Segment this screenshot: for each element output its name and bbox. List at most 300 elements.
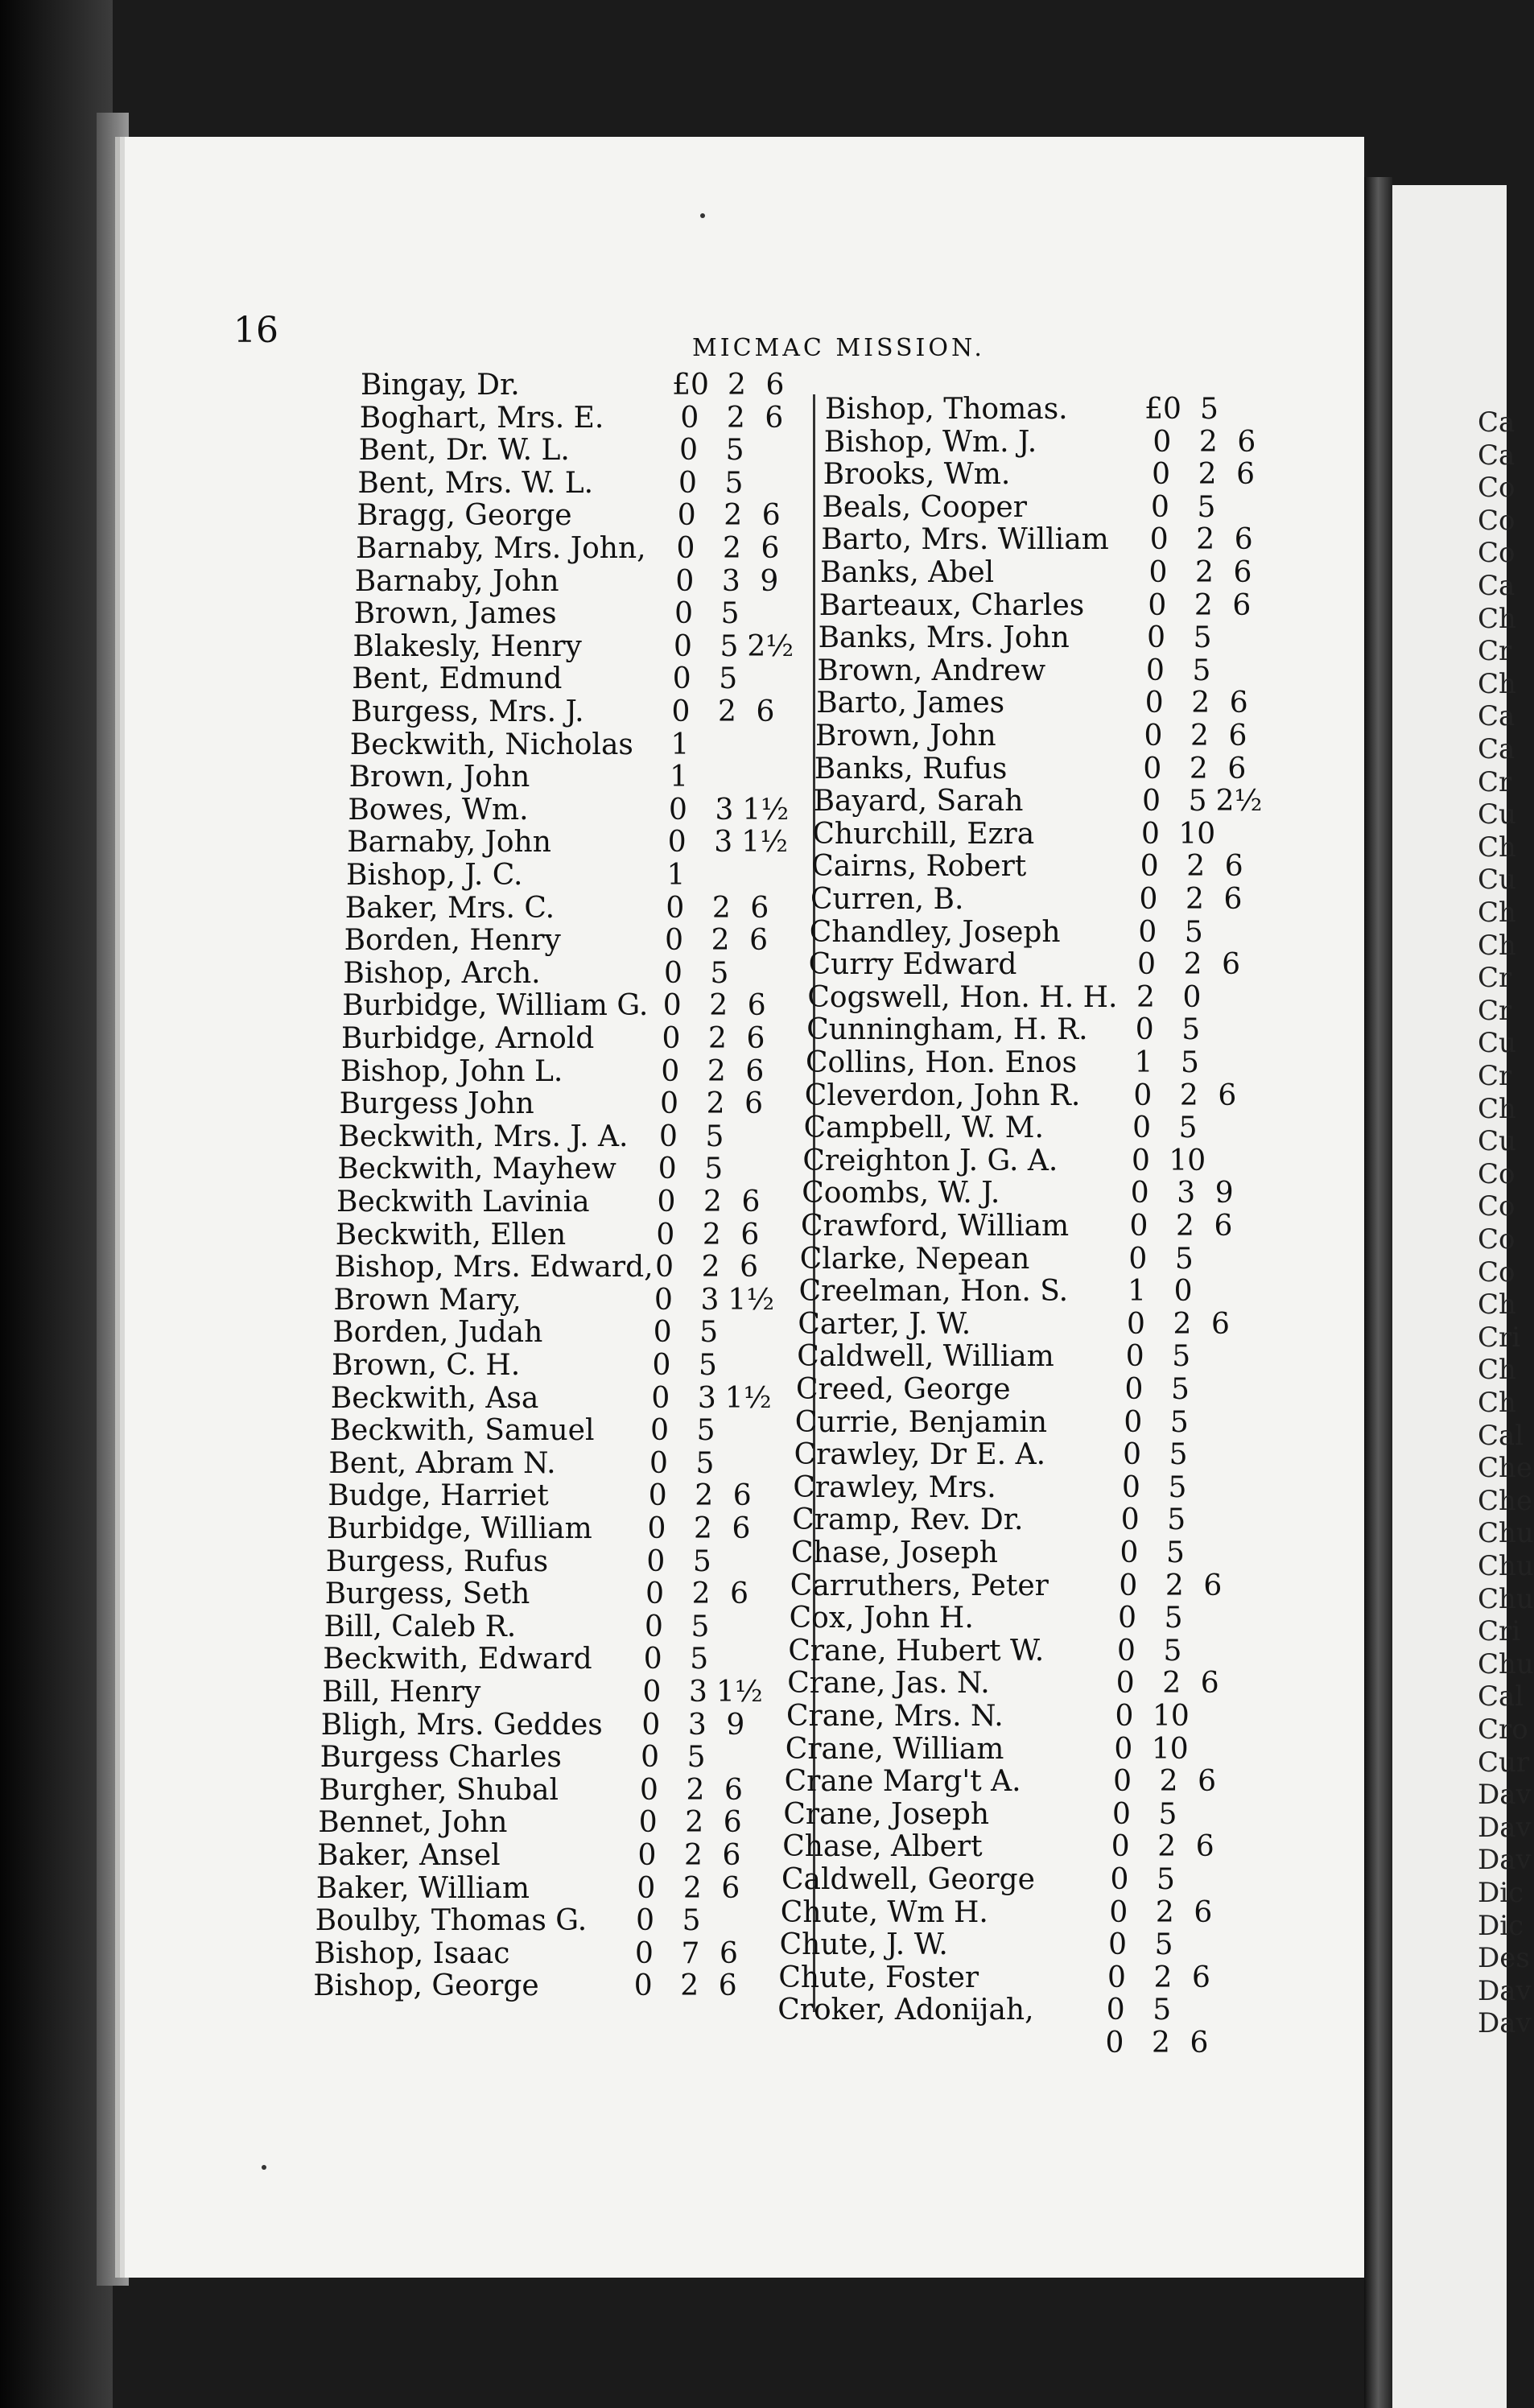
amount-pounds: 0 [1114,1732,1133,1766]
amount-pence: 6 [1190,2027,1209,2060]
amount-pounds: 0 [678,466,697,500]
amount-shillings: 5 [1164,1602,1183,1635]
amount-shillings: 2 [726,401,745,435]
subscriber-name: Cogswell, Hon. H. H. [807,980,1118,1014]
amount-pence: 6 [747,989,766,1023]
amount-shillings: 5 [682,1904,701,1938]
facing-page-fragment: Ca [1478,733,1515,765]
amount-pence: 6 [756,695,775,728]
amount-pounds: 0 [658,1119,678,1153]
subscriber-name: Chute, J. W. [779,1928,948,1962]
subscriber-name: Barnaby, John [354,564,559,598]
amount-shillings: 5 [692,1544,711,1578]
facing-page-fragment: Che [1478,1452,1533,1485]
amount-pounds: 0 [1153,425,1172,459]
facing-page-fragment: Ch [1478,1092,1516,1125]
subscriber-name: Barnaby, Mrs. John, [356,532,646,565]
amount-pounds: 0 [1144,687,1164,720]
amount-pence: 6 [1203,1569,1223,1602]
amount-pence: 2½ [747,629,794,663]
amount-pounds: 0 [679,434,699,468]
facing-page-fragment: Ca [1478,700,1515,733]
amount-pounds: 0 [1126,1307,1145,1341]
amount-shillings: 2 [1198,425,1218,459]
amount-shillings: 5 [724,466,744,500]
amount-shillings: 3 [1177,1177,1196,1210]
amount-shillings: 2 [711,924,730,958]
page-number: 16 [233,310,278,351]
subscriber-name: Baker, Ansel [317,1839,501,1872]
amount-pence: 6 [765,369,785,402]
amount-pounds: 0 [1111,1830,1130,1864]
facing-page-fragment: Ca [1478,439,1515,472]
subscriber-name: Bligh, Mrs. Geddes [320,1708,603,1742]
facing-page-fragment: Dic [1478,1909,1524,1942]
amount-pounds: 0 [1121,1470,1140,1504]
amount-shillings: 3 [715,793,734,827]
subscriber-name: Bent, Abram N. [328,1446,556,1480]
amount-shillings: 5 [720,597,740,631]
subscriber-name: Brown, John [348,761,530,794]
amount-pounds: 0 [652,1349,671,1382]
amount-shillings: 5 [1163,1634,1182,1668]
amount-pounds: 0 [665,924,684,958]
amount-pence: 6 [740,1251,759,1284]
amount-pounds: 0 [1147,621,1166,655]
amount-pence: 1½ [716,1676,763,1709]
amount-pounds: 0 [673,629,692,663]
amount-shillings: 2 [1191,687,1210,720]
amount-pence: 6 [1194,1895,1213,1929]
subscriber-name: Banks, Abel [820,556,995,589]
amount-pence: 6 [732,1512,751,1545]
subscriber-name: Burgess, Seth [324,1577,530,1611]
amount-shillings: 2 [728,369,746,402]
amount-pounds: 0 [674,597,694,631]
facing-page-fragment: Cri [1478,1321,1521,1354]
amount-shillings: 5 [1172,1340,1191,1374]
amount-pounds: 0 [1144,720,1163,752]
print-speck [262,2165,266,2170]
facing-page-fragment: Ch [1478,831,1516,864]
amount-pounds: 0 [1150,490,1169,524]
amount-pence: 6 [1200,1667,1219,1701]
subscriber-name: Chute, Foster [778,1961,979,1994]
subscriber-name: Brown Mary, [333,1283,522,1317]
facing-page-fragment: Cu [1478,1027,1516,1060]
subscriber-name: Crawley, Mrs. [793,1470,996,1504]
amount-pounds: 0 [642,1676,662,1709]
amount-pounds: 0 [1109,1895,1128,1929]
amount-pounds: 0 [654,1283,673,1317]
amount-shillings: 2 [1159,1765,1178,1799]
amount-pounds: 0 [1120,1503,1140,1537]
amount-shillings: 5 [687,1741,706,1775]
amount-shillings: 5 [1157,1863,1175,1896]
subscriber-name: Bent, Dr. W. L. [358,434,570,468]
amount-pence: 6 [1191,1961,1210,1994]
subscriber-name: Beckwith, Mrs. J. A. [338,1119,629,1153]
facing-page-fragment: Cro [1478,1713,1528,1746]
amount-shillings: 2 [723,532,741,565]
amount-pounds: 0 [636,1904,655,1938]
amount-pence: 6 [750,891,769,925]
subscriber-name: Croker, Adonijah, [777,1994,1034,2027]
amount-pounds: 0 [1105,2027,1124,2060]
subscriber-name: Bishop, Mrs. Edward, [334,1251,654,1284]
amount-pounds: 0 [633,1969,653,2003]
amount-pounds: 0 [1106,1994,1125,2027]
facing-page-edge [1392,185,1534,2408]
amount-pounds: 0 [1118,1602,1137,1635]
facing-page-fragment: Cur [1478,1746,1530,1779]
amount-pounds: 0 [655,1251,674,1284]
amount-shillings: 5 [699,1349,717,1382]
amount-shillings: 3 [697,1381,716,1415]
subscriber-name: Collins, Hon. Enos [806,1046,1078,1079]
amount-pounds: 0 [661,1054,680,1088]
amount-shillings: 5 [1181,1013,1201,1047]
amount-pounds: 0 [644,1610,663,1643]
amount-shillings: 5 [725,434,744,468]
amount-pounds: 0 [638,1806,658,1840]
facing-page-fragment: Cal [1478,1680,1524,1713]
amount-shillings: 5 [1168,1470,1187,1504]
amount-pence: 6 [761,499,781,533]
subscriber-name: Burgher, Shubal [319,1773,559,1807]
page-stack-edge [97,113,129,2286]
amount-pence: 2½ [1215,785,1263,818]
amount-shillings: 2 [1153,1961,1173,1994]
amount-pounds: 0 [1137,948,1157,982]
scan-background-left [0,0,113,2408]
amount-shillings: 5 [1197,490,1216,524]
subscriber-name: Caldwell, George [781,1863,1035,1896]
amount-shillings: 5 [1193,621,1212,655]
amount-pounds: 0 [1148,588,1167,622]
amount-pence: 6 [1214,1210,1233,1243]
amount-pounds: 0 [1116,1634,1136,1668]
subscriber-name: Blakesly, Henry [353,629,582,663]
amount-shillings: 2 [1165,1569,1184,1602]
amount-pence: 6 [1233,556,1252,589]
amount-shillings: 2 [1173,1307,1192,1341]
facing-page-fragment: Chu [1478,1647,1534,1680]
amount-pounds: 0 [1119,1569,1138,1602]
amount-pounds: 0 [1125,1340,1144,1374]
subscriber-name: Bowes, Wm. [348,793,529,827]
subscriber-name: Bayard, Sarah [813,785,1024,818]
facing-page-fragment: Dic [1478,1877,1524,1909]
amount-shillings: 2 [1176,1210,1194,1243]
subscriber-name: Crane, Jas. N. [787,1667,990,1701]
amount-shillings: 5 [691,1610,710,1643]
amount-shillings: 2 [702,1218,721,1251]
amount-shillings: 0 [1173,1275,1193,1309]
amount-pence: 6 [744,1087,764,1121]
amount-shillings: 2 [694,1512,712,1545]
amount-pounds: 0 [656,1218,675,1251]
amount-shillings: 5 [1158,1797,1177,1831]
amount-pence: 6 [721,1871,740,1905]
facing-page-fragment: Ch [1478,602,1516,635]
amount-shillings: 3 [721,564,740,598]
amount-pounds: 0 [1130,1177,1149,1210]
subscriber-name: Banks, Rufus [814,752,1008,785]
amount-pounds: 0 [1133,1078,1153,1112]
facing-page-fragment: Cr [1478,765,1512,798]
amount-pounds: 0 [1115,1667,1135,1701]
subscriber-name: Burbidge, William G. [342,989,649,1023]
subscriber-name: Bishop, George [313,1969,539,2003]
subscriber-name: Crawley, Dr E. A. [794,1438,1046,1472]
subscriber-name: Bent, Mrs. W. L. [357,466,594,500]
amount-shillings: 2 [1186,883,1204,916]
subscriber-name: Burgess, Rufus [325,1544,549,1578]
amount-shillings: 5 [696,1414,715,1448]
subscriber-name: Beckwith, Asa [330,1381,539,1415]
amount-shillings: 3 [687,1708,707,1742]
amount-shillings: 3 [714,826,733,860]
amount-shillings: 3 [700,1283,720,1317]
subscriber-name: Creed, George [796,1373,1011,1406]
amount-pounds: 2 [1136,980,1155,1014]
amount-pence: 6 [1232,588,1252,622]
amount-pounds: 0 [1149,523,1169,557]
amount-pounds: 0 [666,891,685,925]
facing-page-fragment: Dav [1478,1974,1532,2007]
amount-shillings: 2 [1157,1830,1177,1864]
print-speck [700,213,705,218]
amount-pounds: 0 [645,1577,665,1611]
subscriber-name: Bishop, Isaac [314,1936,510,1970]
amount-shillings: 3 [689,1676,707,1709]
subscriber-name: Barnaby, John [347,826,551,860]
facing-page-fragment: Ca [1478,570,1515,602]
amount-pounds: 1 [1128,1275,1147,1309]
facing-page-fragment: Cu [1478,798,1516,831]
subscriber-name: Churchill, Ezra [812,817,1035,851]
amount-shillings: 10 [1169,1144,1206,1177]
amount-pounds: 0 [643,1643,662,1676]
amount-pounds: £0 [672,369,709,402]
subscriber-name: Crane, Mrs. N. [786,1700,1004,1733]
amount-shillings: 5 [710,956,729,990]
facing-page-fragment: Che [1478,1484,1533,1517]
facing-page-fragment: Cu [1478,864,1516,897]
amount-shillings: 5 [1178,1111,1198,1145]
amount-shillings: 5 [699,1316,719,1350]
subscriber-name: Chandley, Joseph [809,915,1061,949]
subscriber-name: Brown, James [353,597,557,631]
amount-shillings: 2 [691,1577,711,1611]
subscriber-name: Bishop, J. C. [346,859,523,892]
amount-pence: 6 [1218,1078,1237,1112]
amount-shillings: 5 [705,1119,724,1153]
amount-pounds: 0 [637,1871,656,1905]
amount-pence: 6 [1224,850,1243,884]
amount-pounds: 0 [1124,1373,1144,1406]
amount-pounds: 0 [1128,1242,1148,1276]
subscriber-name: Chute, Wm H. [780,1895,988,1929]
amount-shillings: 2 [703,1185,722,1218]
amount-pence: 6 [718,1969,737,2003]
facing-page-fragment: Ch [1478,1289,1516,1322]
amount-shillings: 2 [1162,1667,1181,1701]
amount-pounds: 0 [672,662,691,696]
amount-pounds: 0 [1107,1961,1126,1994]
subscriber-name: Baker, Mrs. C. [344,891,555,925]
amount-shillings: 10 [1151,1732,1189,1766]
amount-shillings: 2 [1152,2027,1170,2060]
amount-pounds: 0 [648,1479,667,1513]
amount-pounds: 1 [666,859,686,892]
amount-pounds: 0 [1152,458,1171,492]
subscriber-name: Burbidge, Arnold [341,1022,595,1055]
amount-pounds: 0 [658,1152,677,1186]
subscriber-name: Beckwith, Ellen [335,1218,567,1251]
subscriber-name: Bent, Edmund [352,662,563,696]
amount-shillings: 5 [690,1643,709,1676]
subscriber-name: Bragg, George [357,499,572,533]
amount-pounds: 0 [647,1512,666,1545]
amount-pence: 6 [1228,720,1247,752]
amount-shillings: 2 [701,1251,720,1284]
amount-pence: 6 [1210,1307,1230,1341]
amount-shillings: 0 [1182,980,1202,1014]
amount-shillings: 2 [706,1087,725,1121]
amount-shillings: 2 [708,1022,727,1055]
amount-pounds: 1 [670,761,689,794]
amount-pounds: 0 [1111,1797,1131,1831]
subscriber-name: Barteaux, Charles [819,588,1085,622]
amount-shillings: 2 [707,1054,726,1088]
amount-shillings: 2 [709,989,728,1023]
subscriber-name: Carruthers, Peter [790,1569,1049,1602]
amount-shillings: 2 [686,1773,705,1807]
facing-page-fragment: Co [1478,1157,1515,1190]
amount-pence: 6 [1229,687,1248,720]
amount-pounds: 0 [1108,1928,1128,1962]
amount-pounds: 0 [634,1936,654,1970]
subscriber-name: Borden, Judah [332,1316,543,1350]
amount-shillings: 2 [1186,850,1206,884]
subscriber-name: Burbidge, William [327,1512,592,1545]
amount-shillings: 5 [719,662,738,696]
amount-shillings: 5 [1153,1994,1172,2027]
amount-pounds: 0 [675,564,695,598]
amount-pence: 6 [1195,1830,1214,1864]
amount-shillings: 2 [1190,720,1209,752]
subscriber-name: Brown, John [815,720,996,752]
subscriber-name: Cleverdon, John R. [804,1078,1081,1112]
facing-page-fragment: Cr [1478,994,1512,1027]
book-gutter [1364,177,1392,2408]
amount-pounds: 0 [1124,1405,1143,1439]
facing-page-fragment: Chu [1478,1550,1534,1582]
amount-pence: 6 [749,924,769,958]
amount-shillings: 5 [1188,785,1207,818]
amount-pounds: 0 [1143,752,1162,785]
amount-shillings: 5 [1192,654,1211,687]
amount-shillings: 5 [720,629,739,663]
amount-pence: 1½ [741,826,788,860]
facing-page-fragment: Cu [1478,1125,1516,1158]
subscriber-name: Barto, James [816,687,1005,720]
amount-shillings: 2 [682,1871,702,1905]
facing-page-fragment: Dav [1478,2007,1532,2040]
subscriber-name: Caldwell, William [797,1340,1054,1374]
subscriber-name: Budge, Harriet [328,1479,549,1513]
amount-shillings: 5 [1174,1242,1194,1276]
amount-shillings: 2 [718,695,736,728]
facing-page-fragment: Chu [1478,1517,1534,1550]
subscriber-name: Creelman, Hon. S. [798,1275,1069,1309]
subscriber-name: Campbell, W. M. [803,1111,1044,1145]
amount-pounds: 0 [1145,654,1165,687]
amount-pounds: 0 [662,1022,681,1055]
facing-page-fragment: Cr [1478,1060,1512,1092]
amount-pence: 6 [1237,425,1256,459]
facing-page-fragment: Dav [1478,1779,1532,1812]
amount-shillings: 2 [1195,556,1214,589]
amount-shillings: 5 [1166,1536,1185,1569]
subscriber-name: Crawford, William [801,1210,1070,1243]
subscriber-name: Coombs, W. J. [802,1177,1000,1210]
amount-pence: 1½ [728,1283,775,1317]
subscriber-name: Burgess Charles [320,1741,562,1775]
facing-page-fragment: Ch [1478,667,1516,700]
amount-shillings: 2 [1198,458,1217,492]
amount-shillings: 5 [1167,1503,1186,1537]
amount-pounds: 0 [680,401,699,435]
amount-pounds: 0 [1123,1438,1142,1472]
amount-pence: 6 [1222,948,1241,982]
subscriber-name: Barto, Mrs. William [821,523,1109,557]
facing-page-fragment: Cr [1478,635,1512,668]
amount-pounds: 0 [1139,883,1158,916]
running-head: MICMAC MISSION. [692,334,985,362]
amount-pence: 6 [761,532,780,565]
subscriber-name: Beckwith, Nicholas [349,728,633,761]
amount-pence: 6 [1236,458,1256,492]
amount-pence: 9 [726,1708,745,1742]
amount-pence: 6 [719,1936,738,1970]
subscriber-name: Crane, William [785,1732,1004,1766]
amount-pounds: 0 [1129,1210,1148,1243]
facing-page-fragment: Ch [1478,1387,1516,1419]
facing-page-fragment: Ca [1478,406,1515,439]
facing-page-fragment: Co [1478,504,1515,537]
amount-pence: 6 [746,1022,765,1055]
amount-pence: 6 [730,1577,749,1611]
amount-pounds: 0 [646,1544,666,1578]
amount-shillings: 2 [1196,523,1215,557]
amount-shillings: 5 [1181,1046,1199,1079]
amount-shillings: 5 [695,1446,715,1480]
subscriber-name: Clarke, Nepean [799,1242,1030,1276]
amount-shillings: 2 [684,1839,703,1872]
amount-pence: 6 [765,401,784,435]
facing-page-fragment: Ch [1478,897,1516,929]
amount-shillings: 5 [1200,393,1219,426]
subscriber-name: Bishop, Arch. [343,956,541,990]
facing-page-fragment: Dav [1478,1844,1532,1877]
amount-pounds: 0 [657,1185,676,1218]
subscriber-name: Carter, J. W. [798,1307,971,1341]
amount-pence: 9 [760,564,779,598]
amount-pounds: 0 [651,1381,670,1415]
